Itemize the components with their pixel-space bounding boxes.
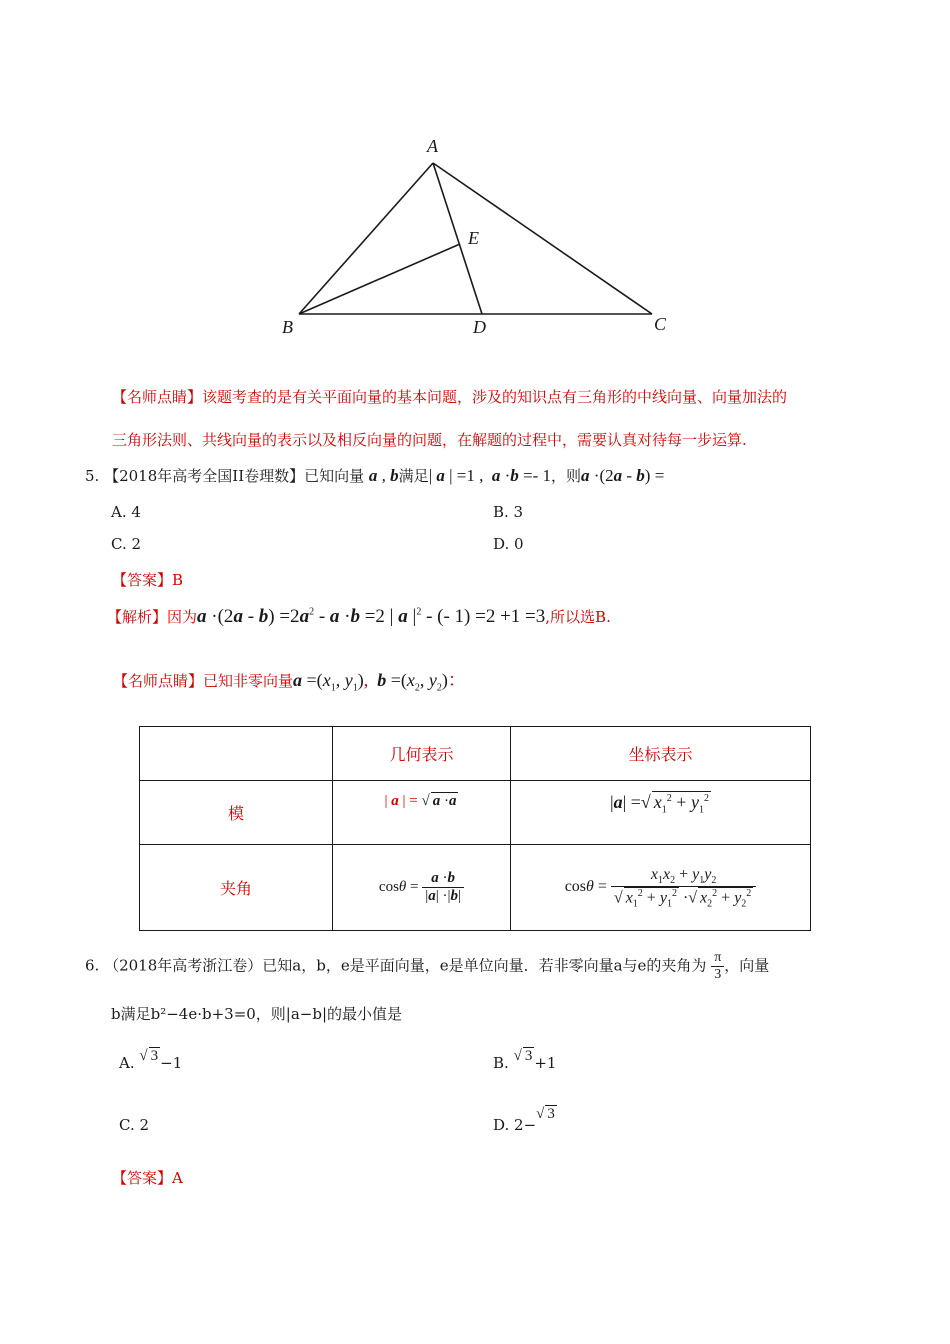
q6-option-c: C. 2 (119, 1116, 150, 1134)
q5-analysis (107, 606, 611, 628)
q5-stem-then: ，则 (551, 467, 582, 485)
label-A: A (427, 136, 438, 156)
q5-stem (85, 465, 664, 486)
q5-condition: | a | =1 , a ·b =- 1 (428, 466, 552, 485)
segment-AC (433, 163, 652, 314)
magnitude-coordinate-formula: |a| =√ $x_1^2 + y_1^2$ (511, 781, 811, 845)
table-row-magnitude: 模 (140, 781, 333, 845)
tip1-line2: 三角形法则、共线向量的表示以及相反向量的问题，在解题的过程中，需要认真对待每一步运算. (112, 431, 747, 449)
q5-tip (113, 666, 466, 694)
q6-pi-over-3: $\frac{\pi}{3}$ (711, 950, 724, 983)
q6-option-b-tail: +1 (534, 1054, 557, 1072)
q6-option-b-sqrt3: √ 3 (513, 1048, 533, 1064)
table-header-empty (140, 727, 333, 781)
q6-source: （2018年高考浙江卷） (104, 956, 263, 975)
segment-BE (299, 244, 460, 314)
q5-analysis-formula: $a \cdot(2a - b) =2a^2 - a \cdot b =2$ | a $|^2$ - (- 1) =2 +1 =3 (197, 606, 546, 627)
q6-option-a-tail: −1 (160, 1054, 183, 1072)
q6-stem1-end: ，向量 (724, 956, 770, 975)
q5-analysis-post: ,所以选B. (545, 608, 611, 626)
label-E: E (468, 228, 479, 248)
q6-option-b-label: B. (493, 1054, 509, 1072)
q6-stem1: 已知a，b，e是平面向量，e是单位向量．若非零向量a与e的夹角为 (262, 956, 707, 975)
q5-vectors-ab: a , b (368, 466, 399, 485)
tip1-text1: 该题考查的是有关平面向量的基本问题，涉及的知识点有三角形的中线向量、向量加法的 (202, 388, 788, 406)
q6-answer (112, 1167, 183, 1188)
table-row-angle: 夹角 (140, 845, 333, 931)
q6-stem-line2: b满足b²−4e·b+3=0，则|a−b|的最小值是 (111, 1005, 403, 1023)
tip1-line1 (112, 386, 787, 407)
q6-option-d-sqrt3: √ 3 (536, 1106, 555, 1122)
angle-coordinate-formula: cosθ = $\frac{x_1x_2 + y_1y_2}{√ x_1^2 + y_1^2 \cdot√ x_2^2 + y_2^2}$ (511, 845, 811, 931)
table-header-coordinate: 坐标表示 (511, 727, 811, 781)
q6-answer-tag: 【答案】 (112, 1169, 173, 1187)
q6-option-b (493, 1046, 557, 1072)
q5-analysis-tag: 【解析】 (107, 608, 168, 626)
q5-option-b: B. 3 (493, 503, 524, 521)
magnitude-geometric-formula: | a | = √ a ·a (333, 781, 511, 845)
q5-analysis-pre: 因为 (167, 608, 198, 626)
segment-AB (299, 163, 433, 314)
q6-number: 6. (85, 956, 100, 975)
vector-table (139, 726, 811, 931)
q5-answer-value: B (172, 571, 184, 589)
q6-option-d-label: D. 2− (493, 1116, 537, 1134)
q5-answer-tag: 【答案】 (112, 571, 173, 589)
q5-stem-pre: 已知向量 (304, 467, 365, 485)
q5-number: 5. (85, 467, 100, 485)
label-C: C (654, 314, 667, 334)
triangle-figure (270, 130, 690, 345)
label-B: B (282, 317, 293, 337)
q5-tip-tag: 【名师点睛】 (113, 672, 204, 690)
table-header-geometric: 几何表示 (333, 727, 511, 781)
q6-stem-line1 (85, 950, 769, 983)
q6-option-d (493, 1104, 557, 1134)
q5-tip-text: 已知非零向量 (203, 672, 294, 690)
q6-option-a (119, 1046, 183, 1072)
q5-answer (112, 569, 183, 590)
label-D: D (473, 317, 486, 337)
angle-geometric-formula: cosθ = $\frac{a \cdot b}{|a| \cdot|b|}$ (333, 845, 511, 931)
q5-option-d: D. 0 (493, 535, 524, 553)
q5-source: 【2018年高考全国II卷理数】 (104, 467, 305, 485)
q5-option-c: C. 2 (111, 535, 142, 553)
q5-expression: a ·(2a - b) = (581, 466, 665, 485)
q6-option-a-sqrt3: √ 3 (139, 1048, 159, 1064)
q5-option-a: A. 4 (111, 503, 141, 521)
q5-stem-mid: 满足 (398, 467, 429, 485)
tip1-tag: 【名师点睛】 (112, 388, 203, 406)
q5-tip-vectors: $a =(x_1$, $y_1$), $b =(x_2$, $y_2$)： (293, 670, 466, 694)
q6-option-a-label: A. (119, 1054, 135, 1072)
q6-answer-value: A (172, 1169, 183, 1187)
